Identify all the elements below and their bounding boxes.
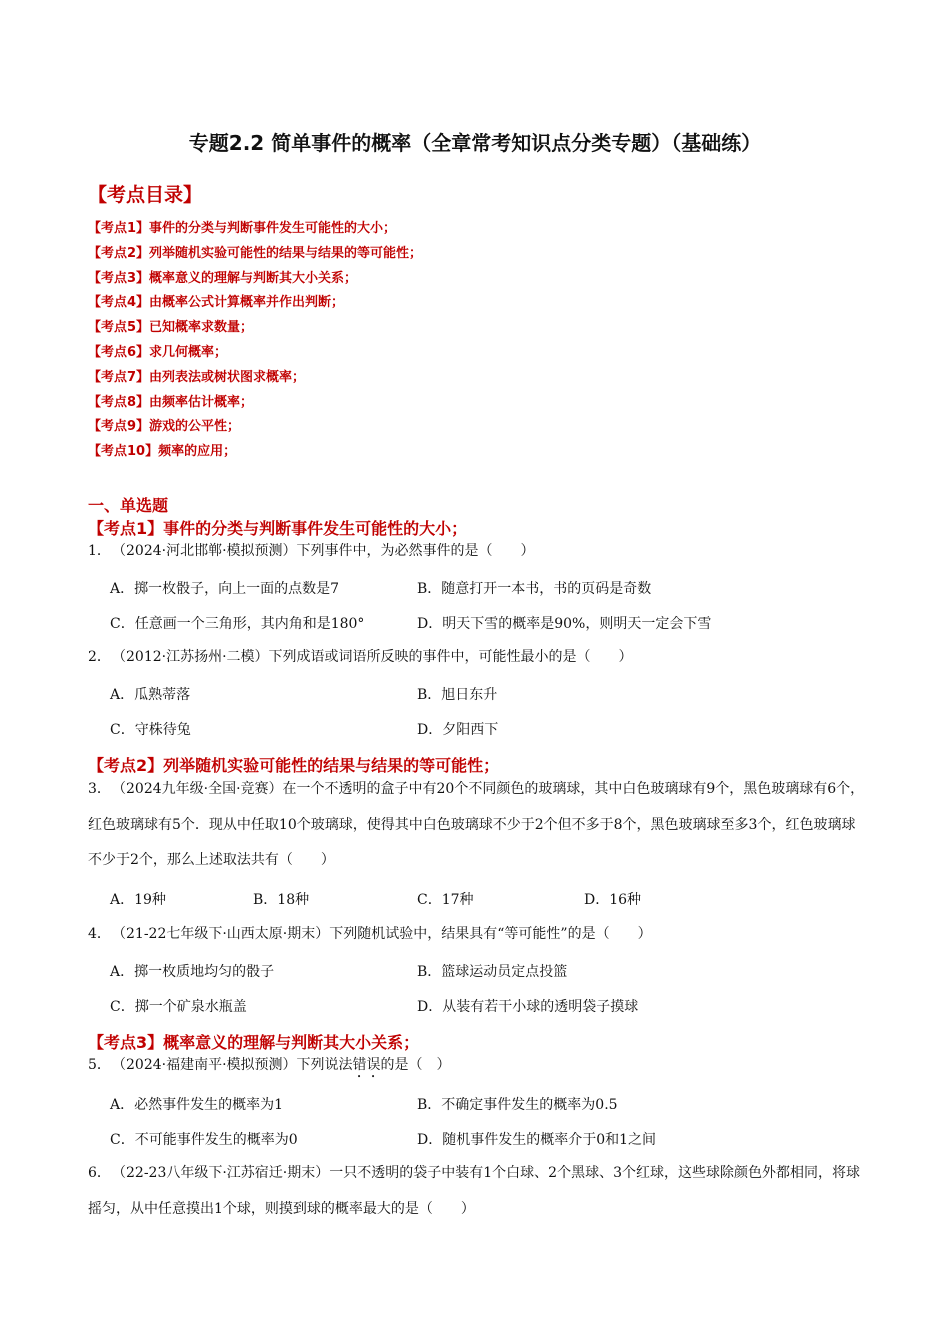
directory-item: 【考点4】由概率公式计算概率并作出判断；: [88, 295, 345, 311]
question-number: 5．: [88, 1057, 111, 1073]
directory-item: 【考点1】事件的分类与判断事件发生可能性的大小；: [88, 221, 397, 236]
directory-item: 【考点3】概率意义的理解与判断其大小关系；: [88, 270, 358, 286]
question-text: （2012·江苏扬州·二模）下列成语或词语所反映的事件中，可能性最小的是（ ）: [112, 649, 633, 665]
emphasized-word: 错误: [352, 1057, 381, 1073]
question-2: [88, 640, 868, 676]
section-heading: 一、单选题: [88, 496, 169, 515]
question-number: 4．: [88, 926, 111, 942]
question-text: （21-22七年级下·山西太原·期末）下列随机试验中，结果具有“等可能性”的是（ ）: [112, 926, 652, 942]
question-5: [88, 1048, 868, 1084]
question-number: 3．: [88, 781, 111, 797]
directory-item: 【考点5】已知概率求数量；: [88, 320, 254, 336]
kaodian-heading-3: 【考点3】概率意义的理解与判断其大小关系；: [88, 1033, 420, 1052]
directory-item: 【考点6】求几何概率；: [88, 344, 228, 360]
option-c: C．掷一个矿泉水瓶盖: [110, 999, 247, 1015]
directory-item: 【考点9】游戏的公平性；: [88, 419, 241, 435]
question-4: [88, 917, 868, 953]
option-d: D．从装有若干小球的透明袋子摸球: [417, 999, 639, 1015]
option-c: C．任意画一个三角形，其内角和是180°: [110, 616, 365, 632]
option-c: C．17种: [417, 892, 474, 908]
question-3: [88, 772, 868, 879]
option-b: B．不确定事件发生的概率为0.5: [417, 1097, 618, 1113]
option-d: D．16种: [584, 892, 642, 908]
question-number: 1．: [88, 543, 111, 559]
option-b: B．篮球运动员定点投篮: [417, 964, 568, 980]
question-text: （2024·河北邯郸·模拟预测）下列事件中，为必然事件的是（ ）: [112, 543, 535, 559]
option-d: D．夕阳西下: [417, 722, 499, 738]
question-number: 2．: [88, 649, 111, 665]
directory-item: 【考点10】频率的应用；: [88, 444, 237, 460]
page-title: 专题2.2 简单事件的概率（全章常考知识点分类专题）（基础练）: [188, 131, 762, 155]
directory-item: 【考点2】列举随机实验可能性的结果与结果的等可能性；: [88, 245, 423, 261]
option-b: B．18种: [253, 892, 310, 908]
question-text-end: 的是（ ）: [380, 1057, 451, 1073]
option-a: A．19种: [110, 892, 166, 908]
directory-heading: 【考点目录】: [88, 184, 203, 206]
option-a: A．掷一枚骰子，向上一面的点数是7: [110, 581, 340, 597]
option-d: D．明天下雪的概率是90%，则明天一定会下雪: [417, 616, 712, 632]
question-6: [88, 1156, 868, 1227]
directory-item: 【考点7】由列表法或树状图求概率；: [88, 369, 306, 385]
kaodian-heading-2: 【考点2】列举随机实验可能性的结果与结果的等可能性；: [88, 756, 500, 775]
option-b: B．旭日东升: [417, 687, 498, 703]
question-text: （2024九年级·全国·竞赛）在一个不透明的盒子中有20个不同颜色的玻璃球，其中白色玻璃球有9个，黑色玻璃球有6个，红色玻璃球有5个．现从中任取10个玻璃球，使得其中白色玻璃球不少于2个但不多于8个，黑色玻璃球至多3个，红色玻璃球不少于2个，那么上述取法共有（ ）: [88, 781, 865, 868]
question-1: [88, 534, 868, 570]
option-c: C．不可能事件发生的概率为0: [110, 1132, 298, 1148]
option-c: C．守株待兔: [110, 722, 191, 738]
option-b: B．随意打开一本书，书的页码是奇数: [417, 581, 652, 597]
option-a: A．必然事件发生的概率为1: [110, 1097, 284, 1113]
kaodian-heading-1: 【考点1】事件的分类与判断事件发生可能性的大小；: [88, 519, 468, 538]
question-text: （2024·福建南平·模拟预测）下列说法: [112, 1057, 353, 1073]
option-a: A．掷一枚质地均匀的骰子: [110, 964, 275, 980]
directory-list: [88, 217, 422, 465]
option-a: A．瓜熟蒂落: [110, 687, 191, 703]
option-d: D．随机事件发生的概率介于0和1之间: [417, 1132, 657, 1148]
directory-item: 【考点8】由频率估计概率；: [88, 394, 254, 410]
question-number: 6．: [88, 1165, 111, 1181]
question-text: （22-23八年级下·江苏宿迁·期末）一只不透明的袋子中装有1个白球、2个黑球、3个红球，这些球除颜色外都相同，将球摇匀，从中任意摸出1个球，则摸到球的概率最大的是（ ）: [88, 1165, 860, 1217]
